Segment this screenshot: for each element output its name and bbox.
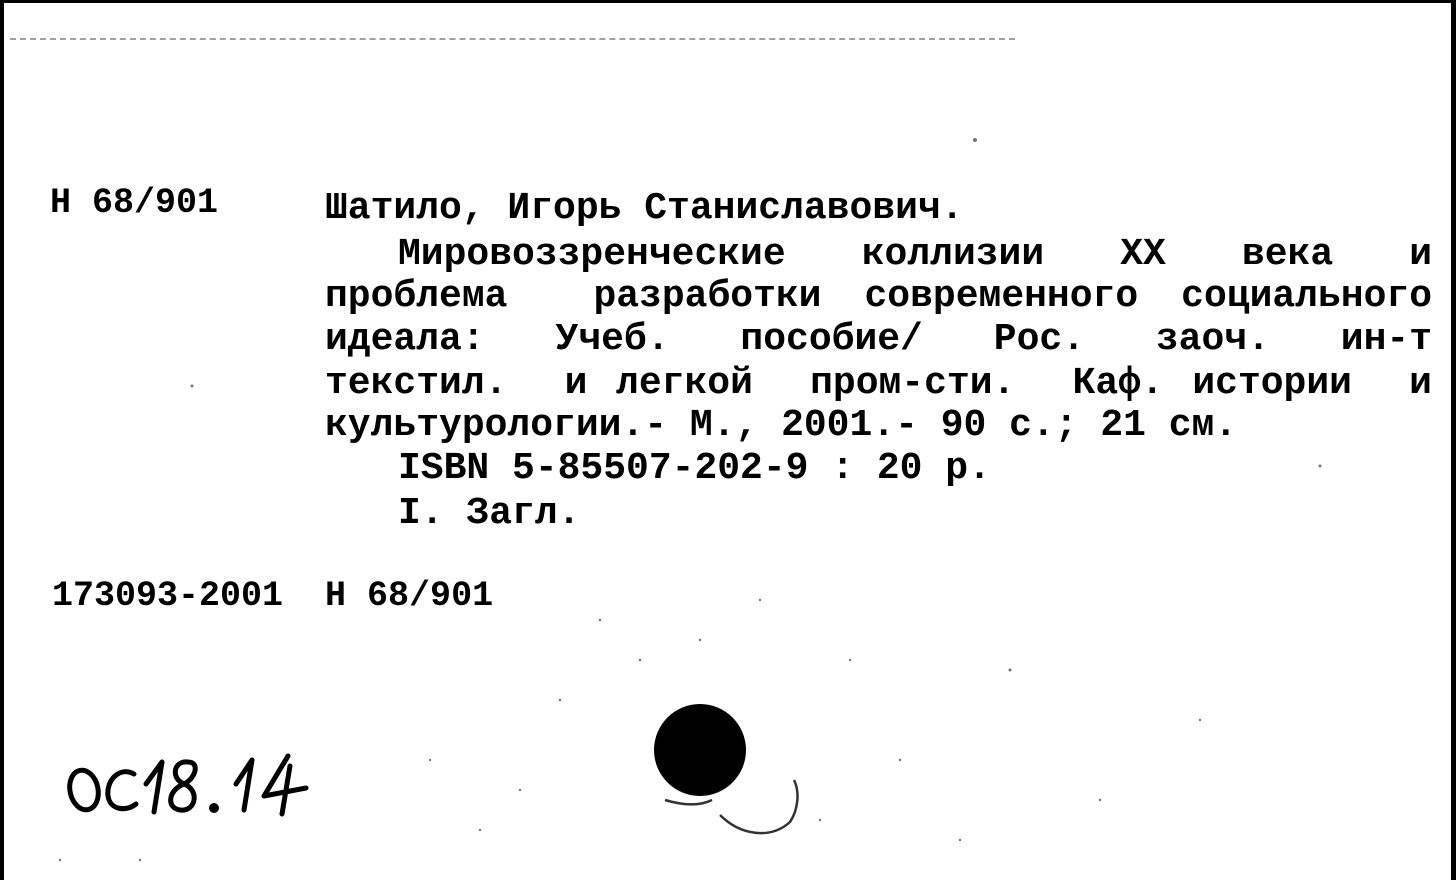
isbn-line: ISBN 5-85507-202-9 : 20 р.: [398, 447, 991, 490]
description-line: культурологии.- М., 2001.- 90 с.; 21 см.: [325, 404, 1238, 447]
accession-line: 173093-2001 Н 68/901: [52, 576, 494, 616]
description-line: идеала: Учеб. пособие/ Рос. заоч. ин-т: [325, 318, 1432, 361]
author-heading: Шатило, Игорь Станиславович.: [325, 187, 964, 230]
description-line: проблема разработки современного социального: [325, 275, 1432, 318]
title-tracing: I. Загл.: [398, 492, 581, 535]
card-top-edge: [0, 0, 1456, 3]
top-dashed-rule: [10, 38, 1015, 40]
description-line: текстил. и легкой пром-сти. Каф. истории и: [325, 362, 1432, 405]
punch-hole: [654, 704, 746, 796]
description-line: Мировоззренческие коллизии XX века и: [398, 233, 1432, 276]
card-left-edge: [0, 0, 4, 880]
handwritten-note: [62, 748, 312, 818]
card-right-edge: [1451, 0, 1456, 880]
shelfmark: Н 68/901: [50, 183, 219, 223]
